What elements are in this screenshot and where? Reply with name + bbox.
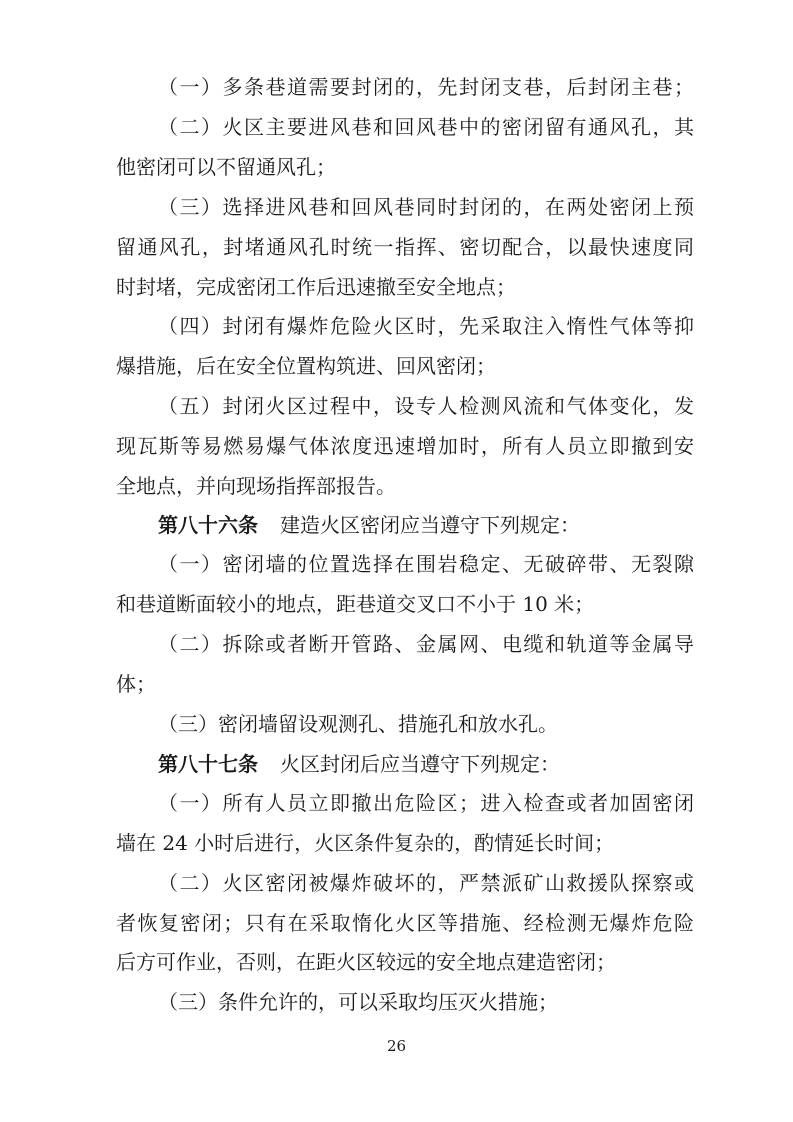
paragraph-line: 爆措施，后在安全位置构筑进、回风密闭； [116, 354, 496, 378]
article-number: 第八十七条 [158, 752, 258, 776]
paragraph-line: 后方可作业，否则，在距火区较远的安全地点建造密闭； [116, 950, 616, 974]
paragraph-line: 者恢复密闭；只有在采取惰化火区等措施、经检测无爆炸危险 [116, 911, 694, 935]
paragraph-line: 体； [116, 672, 156, 696]
paragraph-line: （五）封闭火区过程中，设专人检测风流和气体变化，发 [158, 394, 694, 418]
paragraph-line: （三）密闭墙留设观测孔、措施孔和放水孔。 [158, 712, 558, 736]
paragraph-line: 和巷道断面较小的地点，距巷道交叉口不小于 10 米； [116, 592, 595, 616]
paragraph-line: （三）选择进风巷和回风巷同时封闭的，在两处密闭上预 [158, 195, 694, 219]
article-86-line [158, 513, 694, 537]
page-number: 26 [386, 1037, 407, 1055]
paragraph-line: 时封堵，完成密闭工作后迅速撤至安全地点； [116, 275, 516, 299]
paragraph-line: （一）多条巷道需要封闭的，先封闭支巷，后封闭主巷； [158, 75, 694, 99]
paragraph-line: 他密闭可以不留通风孔； [116, 155, 336, 179]
paragraph-line: （四）封闭有爆炸危险火区时，先采取注入惰性气体等抑 [158, 314, 694, 338]
paragraph-line: （二）拆除或者断开管路、金属网、电缆和轨道等金属导 [158, 632, 694, 656]
paragraph-line: 留通风孔，封堵通风孔时统一指挥、密切配合，以最快速度同 [116, 235, 694, 259]
paragraph-line: 现瓦斯等易燃易爆气体浓度迅速增加时，所有人员立即撤到安 [116, 434, 694, 458]
paragraph-line: （二）火区密闭被爆炸破坏的，严禁派矿山救援队探察或 [158, 871, 694, 895]
paragraph-line: 全地点，并向现场指挥部报告。 [116, 474, 396, 498]
article-text: 火区封闭后应当遵守下列规定： [280, 752, 560, 776]
article-number: 第八十六条 [158, 513, 258, 537]
paragraph-line: （三）条件允许的，可以采取均压灭火措施； [158, 990, 558, 1014]
paragraph-line: 墙在 24 小时后进行，火区条件复杂的，酌情延长时间； [116, 831, 615, 855]
paragraph-line: （一）所有人员立即撤出危险区；进入检查或者加固密闭 [158, 791, 694, 815]
article-text: 建造火区密闭应当遵守下列规定： [280, 513, 580, 537]
paragraph-line: （一）密闭墙的位置选择在围岩稳定、无破碎带、无裂隙 [158, 552, 694, 576]
article-87-line [158, 752, 694, 776]
paragraph-line: （二）火区主要进风巷和回风巷中的密闭留有通风孔，其 [158, 115, 694, 139]
